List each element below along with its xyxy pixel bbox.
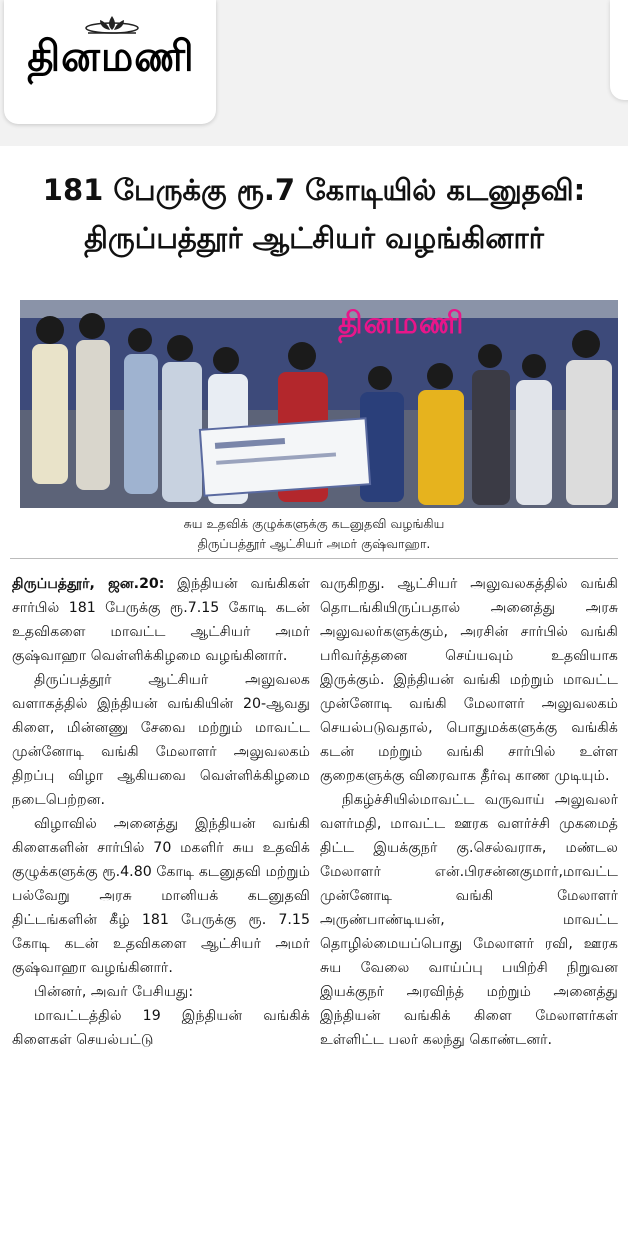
masthead-bar — [0, 0, 628, 146]
caption-line-2: திருப்பத்தூர் ஆட்சியர் அமர் குஷ்வாஹா. — [197, 536, 431, 551]
divider — [10, 558, 618, 559]
article-paragraph: நிகழ்ச்சியில்மாவட்ட வருவாய் அலுவலர் வளர்மதி, மாவட்ட ஊரக வளர்ச்சி முகமைத் திட்ட இயக்குநர் கு.செல்வராசு, மண்டல மேலாளர் என்.பிரசன்னகுமார்,மாவட்ட முன்னோடி வங்கி மேலாளர் அருண்பாண்டியன், மாவட்ட தொழில்மையப்பொது மேலாளர் ரவி, ஊரக சுய வேலை வாய்ப்பு பயிற்சி நிறுவன இயக்குநர் அரவிந்த் மற்றும் அனைத்து இந்தியன் வங்கிக் கிளை மேலாளர்கள் உள்ளிட்ட பலர் கலந்து கொண்டனர். — [320, 792, 618, 1048]
photo-caption — [0, 514, 628, 554]
masthead-logo — [4, 0, 216, 124]
caption-line-1: சுய உதவிக் குழுக்களுக்கு கடனுதவி வழங்கிய — [183, 516, 445, 531]
dateline: திருப்பத்தூர், ஜன.20: — [12, 576, 165, 592]
article-paragraph: பின்னர், அவர் பேசியது: — [34, 984, 194, 1000]
article-paragraph: திருப்பத்தூர் ஆட்சியர் அலுவலக வளாகத்தில் இந்தியன் வங்கியின் 20-ஆவது கிளை, மின்னணு சேவை மற்றும் மாவட்ட முன்னோடி வங்கி மேலாளர் அலுவலகம் திறப்பு விழா ஆகியவை வெள்ளிக்கிழமை நடைபெற்றன. — [12, 672, 310, 808]
headline — [0, 166, 628, 262]
headline-line-1: 181 பேருக்கு ரூ.7 கோடியில் கடனுதவி: — [42, 173, 586, 207]
photo-illustration — [20, 300, 618, 508]
article-paragraph: விழாவில் அனைத்து இந்தியன் வங்கி கிளைகளின் சார்பில் 70 மகளிர் சுய உதவிக் குழுக்களுக்கு ரூ.4.80 கோடி கடனுதவி மற்றும் பல்வேறு அரசு மானியக் கடனுதவி திட்டங்களின் கீழ் 181 பேருக்கு ரூ. 7.15 கோடி கடன் உதவிகளை ஆட்சியர் அமர் குஷ்வாஹா வழங்கினார். — [12, 816, 310, 976]
article-column-right — [320, 572, 618, 1052]
headline-line-2: திருப்பத்தூர் ஆட்சியர் வழங்கினார் — [84, 221, 544, 255]
news-photo — [20, 300, 618, 508]
photo-watermark: தினமணி — [338, 306, 465, 341]
masthead-side-card — [610, 0, 628, 100]
article-paragraph: வருகிறது. ஆட்சியர் அலுவலகத்தில் வங்கி தொடங்கியிருப்பதால் அனைத்து அரசு அலுவலர்களுக்கும், அரசின் சார்பில் வங்கி பரிவர்த்தனை செய்யவும் உதவியாக இருக்கும். இந்தியன் வங்கி மற்றும் மாவட்ட முன்னோடி வங்கி மேலாளர் அலுவலகம் செயல்படுவதால், பொதுமக்களுக்கு வங்கிக் கடன் மற்றும் வங்கி சார்பில் உள்ள குறைகளுக்கு விரைவாக தீர்வு காண முடியும். — [320, 576, 618, 784]
article-paragraph: மாவட்டத்தில் 19 இந்தியன் வங்கிக் கிளைகள் செயல்பட்டு — [12, 1008, 310, 1048]
article-column-left — [12, 572, 310, 1052]
masthead-title: தினமணி — [27, 32, 195, 82]
article-paragraph: திருப்பத்தூர், ஜன.20: இந்தியன் வங்கிகள் சார்பில் 181 பேருக்கு ரூ.7.15 கோடி கடன் உதவிகளை மாவட்ட ஆட்சியர் அமர் குஷ்வாஹா வெள்ளிக்கிழமை வழங்கினார். — [12, 576, 310, 664]
